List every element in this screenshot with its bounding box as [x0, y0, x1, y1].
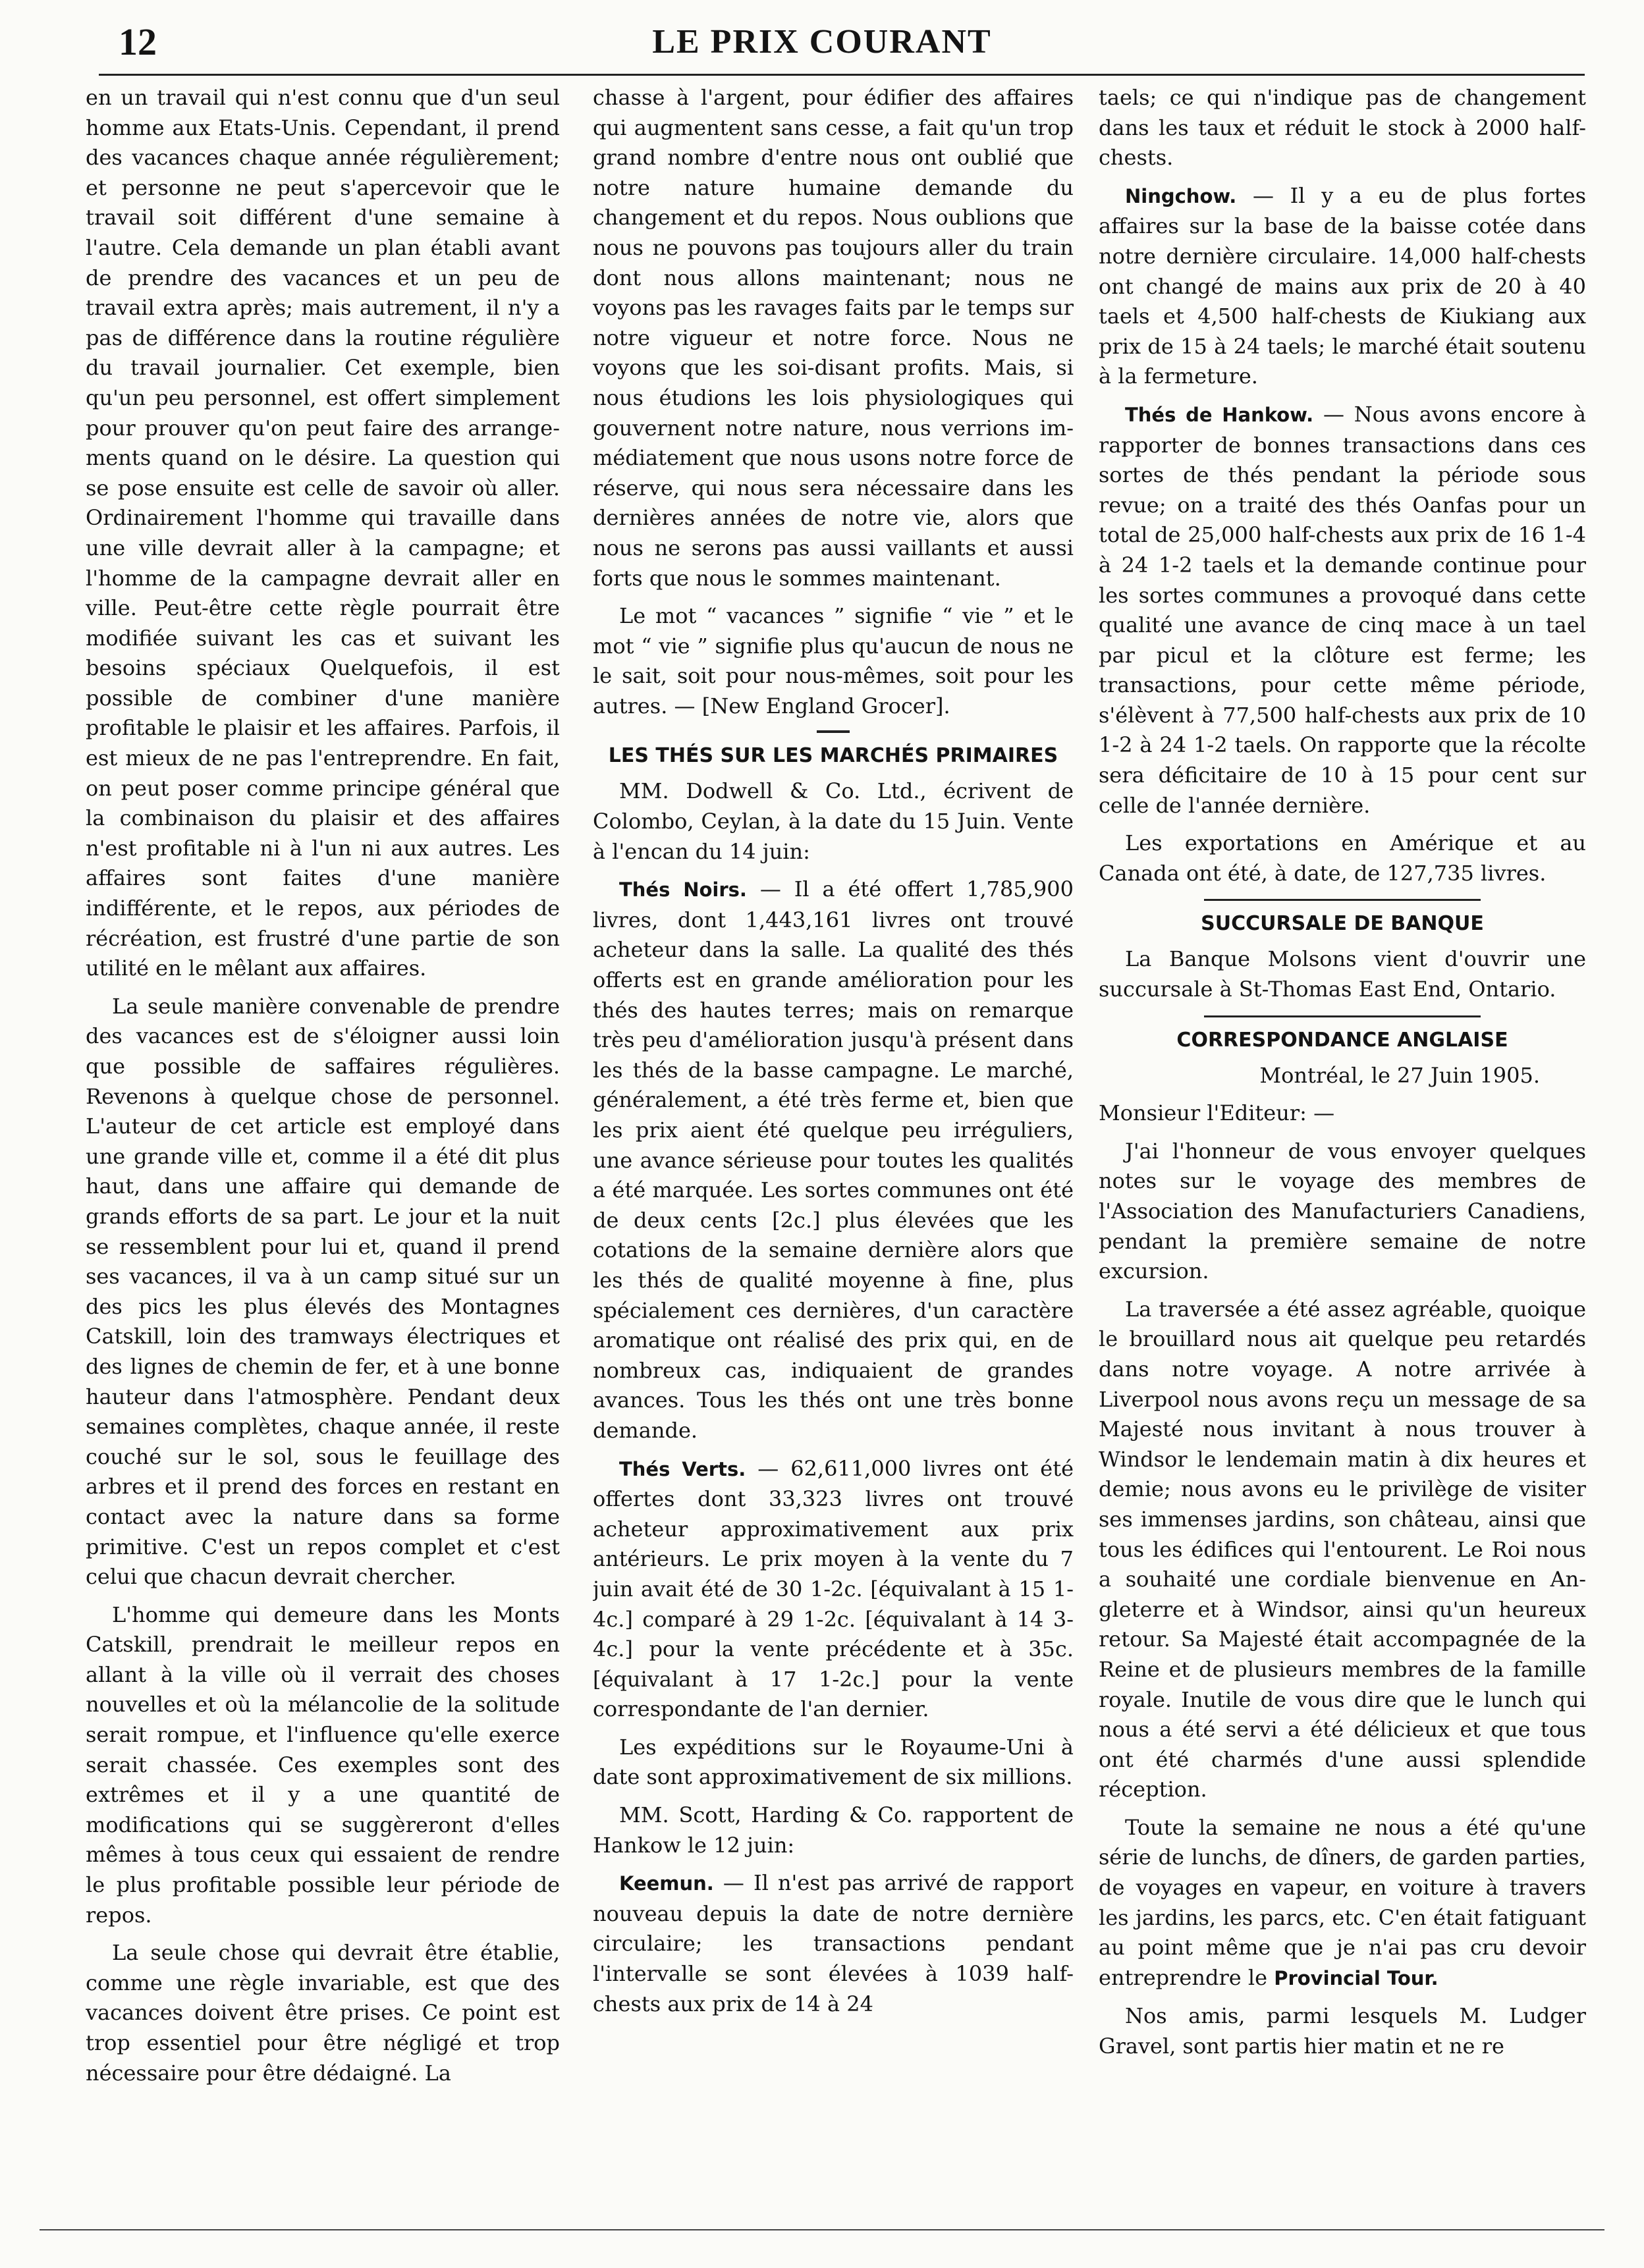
provincial-tour: Provincial Tour. [1274, 1966, 1438, 1989]
paragraph-text: Toute la semaine ne nous a été qu'une série de lunchs, de dîners, de garden parties, de voyages en vapeur, en voiture à travers les jardins, les parcs, etc. C'en était fatiguant au point même que je n'ai pas cru devoir entreprendre le [1099, 1814, 1586, 1990]
paragraph-text: — Nous avons encore à rapporter de bonnes transactions dans ces sortes de thés pendant la période sous revue; on a traité des thés Oanfas pour un total de 25,000 half-chests aux prix de 16 1-4 à 24 1-2 taels et la demande continue pour les sortes communes a provoqué dans cette qualité une avance de cinq mace à un tael par picul et la clôture est ferme; les transactions, pour cette même période, s'élèvent à 77,500 half-chests aux prix de 10 1-2 à 24 1-2 taels. On rapporte que la récolte sera déficitaire de 10 à 15 pour cent sur celle de l'année dernière. [1099, 401, 1586, 818]
dateline: Montréal, le 27 Juin 1905. [1259, 1062, 1540, 1088]
paragraph: La Banque Molsons vient d'ouvrir une succursale à St-Thomas East End, Ontario. [1099, 946, 1586, 1002]
paragraph-semaine [1099, 1813, 1586, 1994]
section-title-thes: LES THÉS SUR LES MARCHÉS PRIMAIRES [608, 744, 1058, 768]
column-3 [1099, 83, 1586, 2223]
paragraph: MM. Scott, Harding & Co. rapportent de Hankow le 12 juin: [593, 1802, 1074, 1858]
paragraph: en un travail qui n'est connu que d'un seul homme aux Etats-Unis. Cependant, il prend des vacances chaque année régulièrement; et personne ne peut s'apercevoir que le travail soit différent d'une semaine à l'autre. Cela demande un plan établi avant de prendre des vacances et un peu de travail extra après; mais autrement, il n'y a pas de différence dans la routine régulière du travail journalier. Cet exemple, bien qu'un peu personnel, est offert simplement pour prouver qu'on peut faire des arrangements quand on le désire. La question qui se pose ensuite est celle de savoir où aller. Ordinairement l'homme qui travaille dans une ville devrait aller à la campagne; et l'homme de la campagne devrait aller en ville. Peut-être cette règle pourrait être modifiée suivant les cas et suivant les besoins spéciaux Quelquefois, il est possible de combiner d'une manière profitable le plaisir et les affaires. Parfois, il est mieux de ne pas l'entreprendre. En fait, on peut poser comme principe général que la combinaison du plaisir et des affaires n'est profitable ni à l'un ni aux autres. Les affaires sont faites d'une manière indifférente, et le repos, aux périodes de récréation, est frustré d'une partie de son utilité en le mêlant aux affaires. [86, 85, 560, 981]
header-rule [99, 74, 1585, 76]
paragraph-text: — Il n'est pas arrivé de rapport nouveau depuis la date de notre dernière circulaire; les transactions pendant l'intervalle se sont élevées à 1039 half-chests aux prix de 14 à 24 [593, 1870, 1074, 2016]
paragraph: Le mot “ vacances ” signifie “ vie ” et le mot “ vie ” signifie plus qu'aucun de nous ne le sait, soit pour nous-mêmes, soit pour les autres. — [New England Grocer]. [593, 603, 1074, 718]
paragraph: Les expéditions sur le Royaume-Uni à date sont approximativement de six millions. [593, 1734, 1074, 1790]
section-divider [1204, 899, 1481, 901]
salutation: Monsieur l'Editeur: — [1099, 1100, 1335, 1126]
paragraph: Nos amis, parmi lesquels M. Ludger Gravel, sont partis hier matin et ne re [1099, 2003, 1586, 2059]
paragraph-text: — Il y a eu de plus fortes affaires sur la base de la baisse cotée dans notre dernière circulaire. 14,000 half-chests ont changé de mains aux prix de 20 à 40 taels et 4,500 half-chests de Kiukiang aux prix de 15 à 24 taels; le marché était soutenu à la fermeture. [1099, 182, 1586, 389]
publication-title: LE PRIX COURANT [652, 23, 992, 61]
column-1 [86, 83, 560, 2223]
paragraph: La seule chose qui devrait être établie, comme une règle invariable, est que des vacances doivent être prises. Ce point est trop essentiel pour être négligé et trop nécessaire pour être dédaigné. La [86, 1940, 560, 2086]
paragraph-ningchow [1099, 181, 1586, 392]
paragraph-thes-verts [593, 1454, 1074, 1725]
paragraph-text: — Il a été offert 1,785,900 livres, dont 1,443,161 livres ont trouvé acheteur dans la salle. La qualité des thés offerts est en grande amélioration pour les thés des hautes terres; mais on remarque très peu d'amélioration jusqu'à présent dans les thés de la basse campagne. Le marché, généralement, a été très ferme et, bien que les prix aient été quelque peu irréguliers, une avance sérieuse pour toutes les qualités a été marquée. Les sortes communes ont été de deux cents [2c.] plus élevées que les cotations de la semaine dernière alors que les thés de qualité moyenne à fine, plus spécialement ces dernières, d'un caractère aromatique ont réalisé des prix qui, en de nombreux cas, indiquaient de grandes avances. Tous les thés ont une très bonne demande. [593, 877, 1074, 1443]
section-divider [1204, 1015, 1481, 1017]
paragraph: La traversée a été assez agréable, quoique le brouillard nous ait quelque peu retardés dans notre voyage. A notre arrivée à Liverpool nous avons reçu un message de sa Majesté nous invitant à nous trouver à Windsor le lendemain matin à dix heures et demie; nous avons eu le privilège de visiter ses immenses jardins, son château, ainsi que tous les édifices qui l'entourent. Le Roi nous a souhaité une cordiale bienvenue en Angleterre et à Windsor, ainsi qu'un heureux retour. Sa Majesté était accompagnée de la Reine et de plusieurs membres de la famille royale. Inutile de vous dire que le lunch qui nous a été servi a été délicieux et que tous ont été charmés d'une aussi splendide réception. [1099, 1296, 1586, 1802]
section-title-correspondance: CORRESPONDANCE ANGLAISE [1176, 1028, 1508, 1052]
paragraph-text: — 62,611,000 livres ont été offertes dont 33,323 livres ont trouvé acheteur approximativement aux prix antérieurs. Le prix moyen à la vente du 7 juin avait été de 30 1-2c. [équivalant à 15 1-4c.] comparé à 29 1-2c. [équivalant à 14 3-4c.] pour la vente précédente et à 35c. [équivalant à 17 1-2c.] pour la vente correspondante de l'an dernier. [593, 1455, 1074, 1722]
paragraph-hankow [1099, 400, 1586, 821]
paragraph: taels; ce qui n'indique pas de changement dans les taux et réduit le stock à 2000 half-chests. [1099, 85, 1586, 171]
paragraph: Les exportations en Amérique et au Canada ont été, à date, de 127,735 livres. [1099, 830, 1586, 886]
paragraph: La seule manière convenable de prendre des vacances est de s'éloigner aussi loin que possible de saffaires régulières. Revenons à quelque chose de personnel. L'auteur de cet article est employé dans une grande ville et, comme il a été dit plus haut, dans une affaire qui demande de grands efforts de sa part. Le jour et la nuit se ressemblent pour lui et, quand il prend ses vacances, il va à un camp situé sur un des pics les plus élevés des Montagnes Catskill, loin des tramways électriques et des lignes de chemin de fer, et à une bonne hauteur dans l'atmosphère. Pendant deux semaines complètes, chaque année, il reste couché sur le sol, sous le feuillage des arbres et il prend des forces en restant en contact avec la nature dans sa forme primitive. C'est un repos complet et c'est celui que chacun devrait chercher. [86, 993, 560, 1590]
paragraph-keemun [593, 1868, 1074, 2019]
run-in-heading: Thés Noirs. [619, 878, 747, 902]
page-number: 12 [119, 20, 157, 63]
paragraph: MM. Dodwell & Co. Ltd., écrivent de Colombo, Ceylan, à la date du 15 Juin. Vente à l'encan du 14 juin: [593, 778, 1074, 864]
paragraph-thes-noirs [593, 875, 1074, 1445]
run-in-heading: Thés Verts. [619, 1457, 746, 1480]
short-divider [817, 730, 850, 733]
section-title-banque: SUCCURSALE DE BANQUE [1201, 912, 1484, 936]
column-2 [593, 83, 1074, 2223]
bottom-rule [40, 2229, 1604, 2230]
run-in-heading: Ningchow. [1125, 184, 1237, 207]
run-in-heading: Thés de Hankow. [1125, 403, 1314, 426]
paragraph: chasse à l'argent, pour édifier des affaires qui augmentent sans cesse, a fait qu'un trop grand nombre d'entre nous ont oublié que notre nature humaine demande du changement et du repos. Nous oublions que nous ne pouvons pas toujours aller du train dont nous allons maintenant; nous ne voyons pas les ravages faits par le temps sur notre vigueur et notre force. Nous ne voyons que les soi-disant profits. Mais, si nous étudions les lois physiologiques qui gouvernent notre nature, nous verrions immédiatement que nous usons notre force de réserve, qui nous sera nécessaire dans les dernières années de notre vie, alors que nous ne serons pas aussi vaillants et aussi forts que nous le sommes maintenant. [593, 85, 1074, 591]
run-in-heading: Keemun. [619, 1872, 714, 1895]
paragraph: L'homme qui demeure dans les Monts Catskill, prendrait le meilleur repos en allant à la ville où il verrait des choses nouvelles et où la mélancolie de la solitude serait rompue, et l'influence qu'elle exerce serait chassée. Ces exemples sont des extrêmes et il y a une quantité de modifications qui se suggèreront d'elles mêmes à tous ceux qui essaient de rendre le plus profitable possible leur période de repos. [86, 1602, 560, 1928]
paragraph: J'ai l'honneur de vous envoyer quelques notes sur le voyage des membres de l'Association des Manufacturiers Canadiens, pendant la première semaine de notre excursion. [1099, 1138, 1586, 1284]
